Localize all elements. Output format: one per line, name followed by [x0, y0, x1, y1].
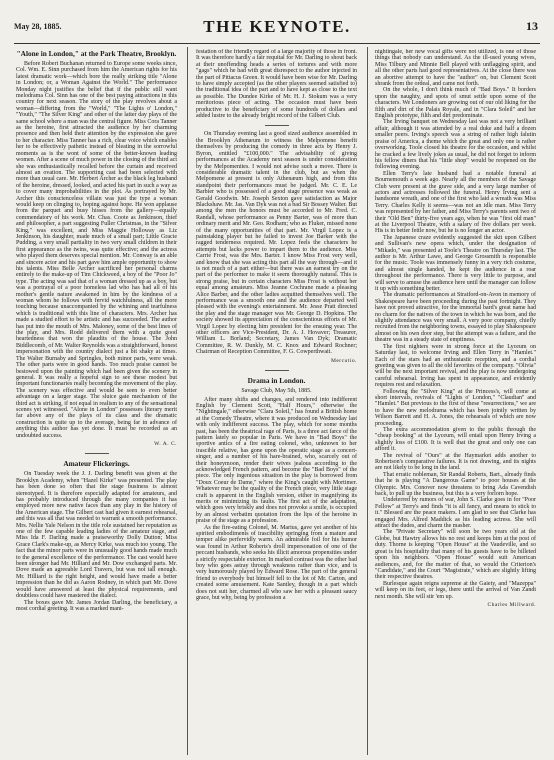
- article-paragraph: Before Robert Buchanan returned to Europe some weeks since, Col. Wm. E. Sinn purchased from him the American rights for his latest dramatic work—which bore the really striking title "Alone in London; or, a Woman Against the World." The performance Monday night justifies the belief that if the public still want melodrama Col. Sinn has one of the best paying attractions in this country for next season. The story of the play revolves about a woman—differing from the "World," "The Lights o' London," "Youth," "The Silver King" and other of the latter day plays of the same school where a man was the central figure. Miss Cora Tanner as the heroine, first attracted the audience by her charming presence and then held their attention by the expression she gave to her character. Miss Tanner has a rich, clear voice which enables her to be effectively pathetic instead of bleating in the sorrowful moments as is the wont of some of the better-known leading women. After a scene of much power in the closing of the third act she was enthusiastically recalled before the curtain and received almost an ovation. The supporting cast had been selected with more than usual care. Mr. Herbert Archer as the black leg husband of the heroine, dressed, looked, and acted his part in such a way as to cover many improbabilities in the plot. As portrayed by Mr. Archer this conscienceless villain was just the type a woman would keep on clinging to, hoping against hope. He won applause from the parquet and busy hisses from the gallery—equally commendatory of his work. Mr. Chas. Coote as Jenkinson, thief and philosopher, a part suggesting Fuller Christmas, in the "Silver King," was excellent, and Miss Maggie Holloway as Liz Jenkinson, his daughter, made much of a small part; Little Gracie Pudding, a very small partiality in two very small children in their first appearance as the twins, was quite effective; and the actress who played them deserves special mention. Mr. Conway is an able and sincere actor and his part gave him ample opportunity to show his talents. Miss Belle Archer sacrificed her personal charms entirely to the make-up of Tim Chickweed, a boy of the "Poor Jo" type. The acting was sad that of a woman dressed up as a boy, but was a portrayal of a poor homeless lad who has had all of his mother's gentle nature awakened in him by the kindness of a woman whom he follows with fervid watchfulness, all the more touching because unaccompanied by the whining and tearfulness which is traditional with this line of characters. Mrs. Archer has made a studied effort to be artistic and has succeeded. The author has put into the mouth of Mrs. Maloney, some of the best lines of the play, and Mrs. Rodd delivered them with a quite good heartedness that won the plaudits of the house. The John Biddlecomb, of Mr. Walter Reynolds was a straightforward, honest impersonation with the country dialect just a bit shaky at times. The Walter Burnaby and Springles, both minor parts, were weak. The other parts were in good hands. Too much praise cannot be bestowed upon the painting which had been given the scenery in general. It was really a hopeful sign to see these modest but important functionaries really becoming the movement of the play. The scenery was effective and would be seen to even better advantage on a larger stage. The sluice gate mechanism of the third act is striking, if not equal in realism to any of the sensational scenes yet witnessed. "Alone in London" possesses literary merit far above any of the plays of its class and the dramatic construction is quite up to the average, being far in advance of anything this author has yet done. It must be recorded as an undoubted success.: [16, 61, 177, 439]
- article-paragraph: The revival of "Ours" at the Haymarket adds another to Robertson's comparative failures. It is not drawing, and its nights are not likely to be long in the land.: [375, 452, 536, 472]
- article-heading: Drama in London.: [247, 376, 306, 386]
- article-paragraph: Ellen Terry's late husband had a notable funeral at Bournemouth a week ago. Nearly all the members of the Savage Club were present at the grave side, and a very large number of actors and actresses followed the funeral. Henry Irving sent a handsome wreath, and one of the first who laid a wreath was Miss Terry. Charles Kelly it seems—was not an idle man. Miss Terry was represented by her father, and Miss Terry's parents sent two of their "Old Ben" thirty-five years ago, when he was "first old man" at the Liverpool Theatre, with a salary of five dollars per week. His is in better fettle now, but he is no longer an actor.: [375, 170, 536, 235]
- article-paragraph: The "Private Secretary" will soon be two years old at the Globe, but Hawtry allows his no rest and keeps him at the post of duty. Thorne is keeping "Open House" at the Vaudeville, and so great is his hospitality that many of his guests have to be billeted upon his neighbors. "Open House" would suit American audiences, and, for the matter of that, so would the Criterion's "Candidate," and the Court "Magistrate," which are slightly lifting their respective theatres.: [375, 529, 536, 581]
- column-middle: [196, 49, 357, 754]
- article-paragraph: That erratic nobleman, Sir Randal Roberts, Bart., already finds that he is playing "A Dangerous Game" to poor houses at the Olympic. Mrs. Conover now threatens to bring Ada Cavendish back, to pull up the business, but this is a very forlorn hope.: [375, 471, 536, 498]
- article-paragraph: On Tuesday week the J. J. Darling benefit was given at the Brooklyn Academy, when "Hazel Kirke" was presented. The play has been done so often that the stage business is almost stereotyped. It is therefore especially adapted for amateurs, and has probably introduced through the many companies it has employed more new native faces than any play in the history of the American stage. The Gilbert cast had given it earnest rehearsal, and this was all that was needed to warrant a smooth performance. Mrs. Nellie Yale Nelson in the title role sustained her reputation as one of the few capable leading ladies of the amateur stage, and Miss Ida F. Darling made a praiseworthy Dolly Dutton; Miss Grace Clark's make-up, as Mercy Kirke, was much too young. The fact that the minor parts were in unusually good hands made much to the general excellence of the performance. The cast would have been stronger had Mr. Hilliard and Mr. Dow exchanged parts. Mr. Dove made an agreeable Lord Travers, but was not tall enough. Mr. Hilliard is the right height, and would have made a better impression than he did as Aaron Rodney, in which part Mr. Dove would have answered at least the physical requirements, and doubtless could have mastered the dialect.: [16, 471, 177, 600]
- separator: [85, 453, 109, 454]
- article-paragraph: nightingale, her new vocal gifts were not utilized, is one of those things that nobody can understand. As the ill-used young wives, Miss Tilbury and Minnie Bell played with unflagging spirit, and all the other parts had good representatives. At the close there was an abortive attempt to have the "author" on, but Clement Scott shrank from the ordeal, and came not forth.: [375, 49, 536, 88]
- article-paragraph: The Irving banquet on Wednesday last was not a very brilliant affair, although it was attended by a real duke and half a dozen smaller peers. Irving's speech was a string of rather high falutin praise of America, a theme which the great and only one is rather overworking. Toole closed his theatre for the occasion, and whilst he cracked a few lively jokes as usual, he did not forget to inform his fellow diners that his "little shop" would be reopened on the following evening.: [375, 119, 536, 171]
- article-paragraph: The boxes gave Mr. James Jordan Darling, the beneficiary, a most cordial greeting. It was a marked mani-: [16, 599, 177, 612]
- column-right: [375, 49, 536, 754]
- masthead: [14, 17, 540, 41]
- article-heading: "Alone in London," at the Park Theatre, Brooklyn.: [16, 49, 177, 58]
- article-paragraph: festation of the friendly regard of a large majority of those in front. It was therefore hardly a fair requital for Mr. Darling to shout back at their unoffending heads a series of tortures and with more "gags" which he had with great disrespect to the author injected in the part of Pittacus Green. It would have been wise for Mr. Darling to have simply accepted (as the other players seemed satisfied to) the traditional idea of the part and to have kept as close to the text as possible. The Dundee Kirke of Mr. H. J. Stokum was a very meritorious piece of acting. The occasion must have been productive to the beneficiary of some hundreds of dollars and added lustre to the already bright record of the Gilbert Club.: [196, 49, 357, 120]
- publication-title: THE KEYNOTE.: [203, 17, 351, 36]
- article-paragraph: As the fire-eating Colonel, M. Marius, gave yet another of his spirited embodiments of irascibility springing from a mature and temper alike perfervidly warm. An admirable foil for his humor was found in Arthur Roberts's droll impersonation of one of the peccant husbands, who seeks his illicit amorous propensities under a strictly respectable exterior. In marked contrast was the other bad boy who goes astray through weakness rather than vice, and is very humorously played by Edward Rose. The part of the general friend to everybody but himself fell to the lot of Mr. Carton, and created some amusement. Kate Santley, though in a part which does not suit her, charmed all who saw her with a pleasant saucy grace, but why, being by profession a: [196, 524, 357, 602]
- article-paragraph: The extra accommodation given to the public through the "cheap booking" at the Lyceum, will entail upon Henry Irving a slightly loss of £100. It is well that the great and only one can afford it.: [375, 426, 536, 453]
- article-paragraph: On Thursday evening last a good sized audience assembled in the Brooklyn Athenæum to witness the Melpomene benefit themselves by producing the comedy in three acts by Henry J. Byron, entitled "£100,000." The advisability of giving performances at the Academy next season is under consideration by the Melpomenites. I would not advise such a move. There is considerable dramatic talent in the club, but as when the Melpomene at present is only Athenæum high, and from this standpoint their performances must be judged. Mr. C. E. Le Barbier who is possessed of a good stage presence was weak as Gerald Goodwin. Mr. Joseph Sexton gave satisfaction as Major Blackshaw. Mr. Jas. Van Dyk was not a bad Sir Bossey Walter. But among the men the honors must be accorded to Mr. Fred. C. Randall, whose performance as Penny Barter, was of more than ordinary merit and Mr. Geo. Rodham; who as Fluker, missed none of the many opportunities of that part. Mr. Virgil Lopez is a painstaking player but he failed to invest Joe Barker with the ragged tenderness required. Mr. Lopez feels the characters he attempts but lacks power to impart them to the audience. Miss Carrie Frost, was the Mrs. Barter. I know Miss Frost very well, and know that she was acting this part all the way through—and it is not much of a part either—but there was an earnest try on the part of the performer to make it seem thoroughly natural. This is strong praise, but in certain characters Miss Frost is without her equal among amateurs. Miss Jeanne Cochrane made a pleasing Alice Barber, and the other ladies acquitted themselves well. The performance was a smooth one and the audience departed well pleased with the evening's entertainment. Mr. Jesse Pratt directed the play and the stage manager was Mr. George D. Hopkins. The society showed its appreciation of the conscientious efforts of Mr. Virgil Lopez by electing him president for the ensuing year. The other officers are Vice-President, Dr. A. J. Hovaver; Treasurer, William L. Borland; Secretary, James Van Dyk; Dramatic Committee, R. W. Dunkly, M. C. Knox and Edward Rochner; Chairman of Reception Committee, F. G. Cowperthwait.: [196, 131, 357, 356]
- article-paragraph: The first nighters were in strong force at the Lyceum on Saturday last, to welcome Irving and Ellen Terry in "Hamlet." Each of the stars had an enthusiastic reception, and a cordial greeting was given to all the old favorites of the company. "Olivia" will be the next important revival, and the play is now undergoing careful rehearsal. Irving has spent in appearance, and evidently requires rest and relaxation.: [375, 343, 536, 389]
- dateline: Savage Club, May 5th, 1885.: [241, 388, 312, 395]
- page-number: 13: [526, 19, 538, 33]
- article-signature: W. A. C.: [154, 440, 177, 447]
- article-paragraph: Following the "Silver King" at the Princess's, will come at short intervals, revivals of "Lights o' London," "Claudian" and "Hamlet." But previous to the first of these "resurrections," we are to have the new melodrama which has been jointly written by Wilson Barrett and H. A. Jones, the rehearsals of which are now proceeding.: [375, 388, 536, 427]
- article-paragraph: On the whole, I don't think much of "Bad Boys." It borders upon the naughty, and spots of smut settle upon some of the characters. We Londoners are growing out of our old liking for the filth and dirt of the Palais Royale, and in "Clara Soleil" and her English prototype, filth and dirt predominate.: [375, 87, 536, 120]
- separator: [265, 370, 289, 371]
- article-paragraph: Undeterred by rumors of war, John S. Clarke goes in for "Poor Fellow" at Terry's and finds "it is all fancy, and means to stick to it." Blessed are the peace makers. I am glad to see that Clarke has engaged Mrs. Alfred Maddick as his leading actress. She will attract the dudes, and charm the masher.: [375, 497, 536, 530]
- article-paragraph: Burlesque again reigns supreme at the Gaiety, and "Mazeppa" will keep on its feet, or legs, there until the arrival of Van Zandt next month. She will stir 'em up.: [375, 580, 536, 600]
- article-paragraph: The Japanese craze evidently suggested the skit upon Gilbert and Sullivan's new opera which, under the designation of "Mikado," was presented at Toole's Theatre on Thursday last. The author is Mr. Arthur Lawe, and George Grossmith is responsible for the music. Toole was immensely funny in a very rich costume, and almost single handed, he kept the audience in a roar throughout the performance. There is very little to purpose, and will serve to amuse the audience here until the manager can follow it up with something better.: [375, 234, 536, 293]
- article-heading: Amateur Flickerings.: [63, 459, 130, 469]
- column-left: [16, 49, 177, 754]
- separator: [265, 125, 289, 126]
- article-paragraph: After many shifts and changes, and rendered into indifferent English by Clement Scott, "Half Hours," otherwise the "Nightingale," otherwise "Clara Soleil," has found a British home at the Comedy Theatre, where it was produced on Wednesday last with only indifferent success. The play, which for some months past, has been the theatrical rage of Paris, is a three act farce of the pattern lately so popular in Paris. We have in "Bad Boys" the sportive antics of a fire eating colonel, who, unknown to her irascible relative, has gone upon the operatic stage as a concert-singer, and a number of his hare-brained, who, scarcely out of their honeymoon, render their wives jealous according to the acknowledged French pattern, and become the "Bad Boys" of the piece. The only ingenious situation in the play is borrowed from "Doux Coeur de Dame," where the King's caught with Mortimer. Whatever may be the quality of the French piece, very little stage craft is apparent in the English version, either in magnifying its merits or minimizing its faults. The first act of the adaptation, which goes very briskly and does not provoke a smile, is occupied by an almost verbatim quotation from the lips of the heroine in praise of the stage as a profession.: [196, 396, 357, 525]
- column-divider: [367, 47, 368, 755]
- issue-date: May 28, 1885.: [14, 22, 62, 31]
- article-signature: Mercutio.: [330, 357, 357, 364]
- article-paragraph: The dramatic performances at Stratford-on-Avon in memory of Shakespeare have been proceeding during the past fortnight. They have not proved attractive, for the immortal bard's great name had no charm for the natives of the town in which he was born, and the slightly attendance was very small. A very poor company, chiefly recruited from the neighboring towns, essayed to play Shakespeare almost on his own door step, but the attempt was a failure, and the theatre was in a steady state of emptiness.: [375, 292, 536, 344]
- masthead-rule: [14, 43, 540, 44]
- article-signature: Charles Millward.: [487, 601, 536, 608]
- column-divider: [187, 47, 188, 755]
